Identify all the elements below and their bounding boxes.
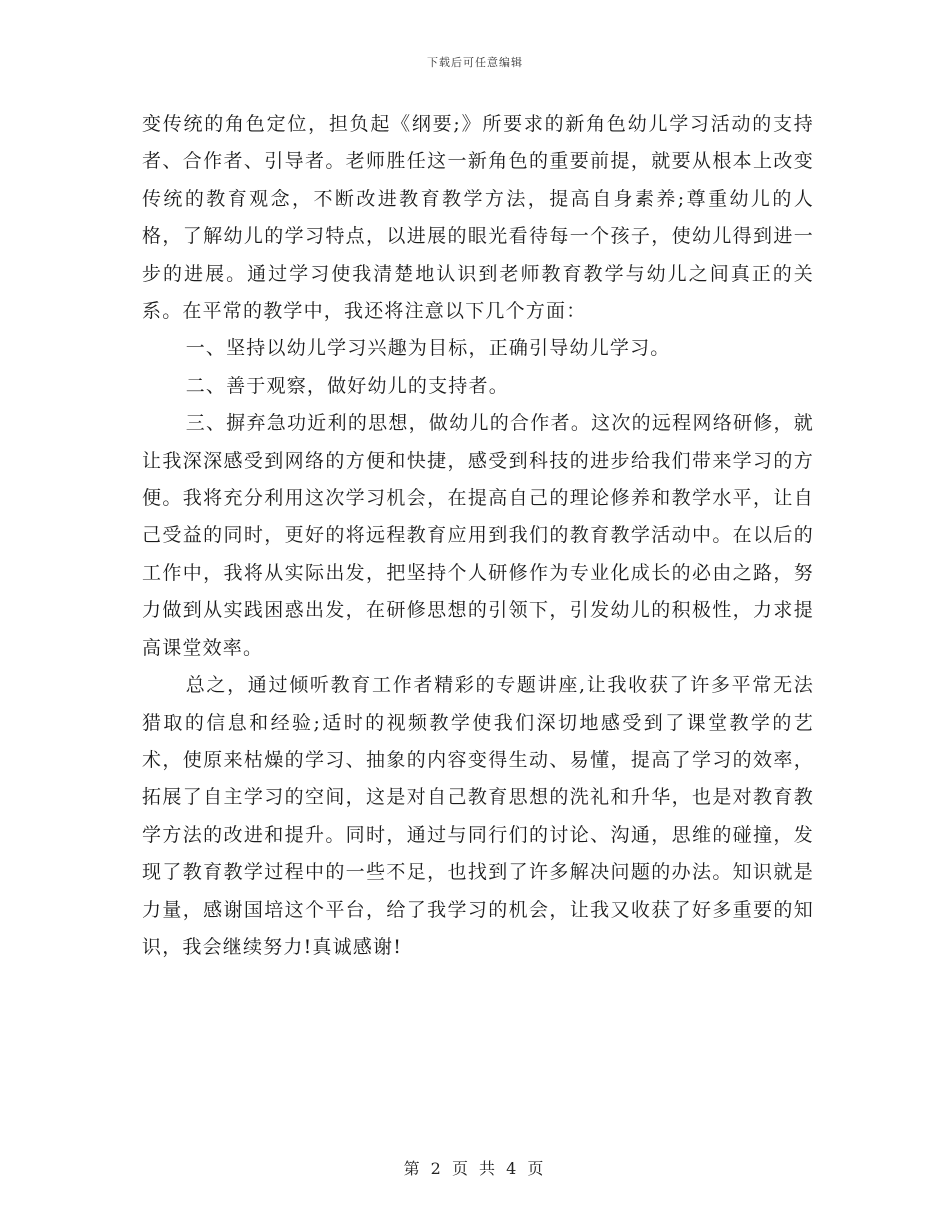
page-header: 下载后可任意编辑 <box>427 56 523 69</box>
paragraph-role-positioning: 变传统的角色定位，担负起《纲要;》所要求的新角色幼儿学习活动的支持者、合作者、引导者。老师胜任这一新角色的重要前提，就要从根本上改变传统的教育观念，不断改进教育教学方法，提高自身素养;尊重幼儿的人格，了解幼儿的学习特点，以进展的眼光看待每一个孩子，使幼儿得到进一步的进展。通过学习使我清楚地认识到老师教育教学与幼儿之间真正的关系。在平常的教学中，我还将注意以下几个方面： <box>142 113 814 323</box>
document-body <box>142 106 814 966</box>
paragraph-conclusion: 总之，通过倾听教育工作者精彩的专题讲座,让我收获了许多平常无法猎取的信息和经验;适时的视频教学使我们深切地感受到了课堂教学的艺术，使原来枯燥的学习、抽象的内容变得生动、易懂，提高了学习的效率，拓展了自主学习的空间，这是对自己教育思想的洗礼和升华，也是对教育教学方法的改进和提升。同时，通过与同行们的讨论、沟通，思维的碰撞，发现了教育教学过程中的一些不足，也找到了许多解决问题的办法。知识就是力量，感谢国培这个平台，给了我学习的机会，让我又收获了好多重要的知识，我会继续努力!真诚感谢! <box>142 674 814 958</box>
paragraph-point-three: 三、摒弃急功近利的思想，做幼儿的合作者。这次的远程网络研修，就让我深深感受到网络的方便和快捷，感受到科技的进步给我们带来学习的方便。我将充分利用这次学习机会，在提高自己的理论修养和教学水平，让自己受益的同时，更好的将远程教育应用到我们的教育教学活动中。在以后的工作中，我将从实际出发，把坚持个人研修作为专业化成长的必由之路，努力做到从实践困惑出发，在研修思想的引领下，引发幼儿的积极性，力求提高课堂效率。 <box>142 412 814 659</box>
paragraph-point-two: 二、善于观察，做好幼儿的支持者。 <box>185 374 509 397</box>
paragraph-point-one: 一、坚持以幼儿学习兴趣为目标，正确引导幼儿学习。 <box>185 337 671 360</box>
page-number-footer: 第 2 页 共 4 页 <box>403 1159 547 1178</box>
